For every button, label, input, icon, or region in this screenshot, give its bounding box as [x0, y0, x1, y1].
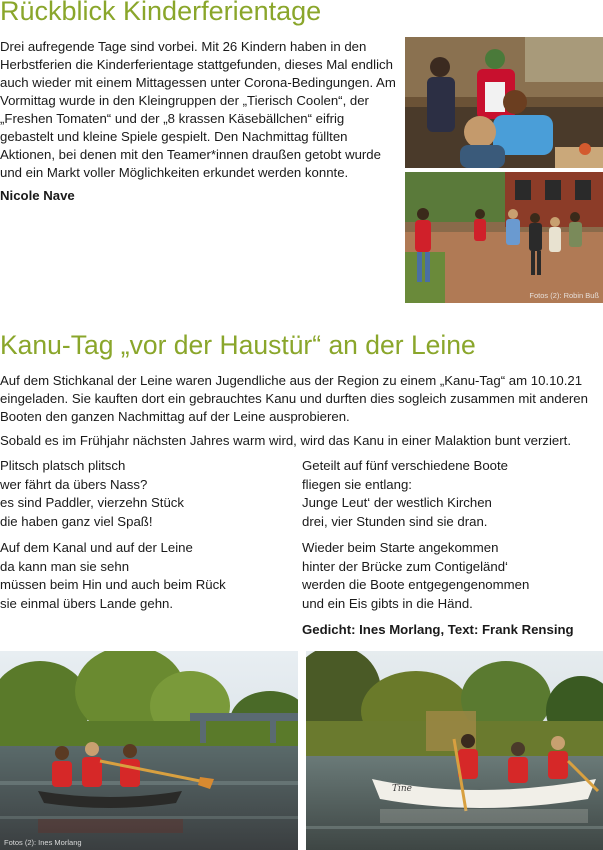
poem-line: müssen beim Hin und auch beim Rück [0, 577, 226, 592]
photo-canoe-red [0, 651, 298, 850]
kanu-paragraph-2: Sobald es im Frühjahr nächsten Jahres warm wird, wird das Kanu in einer Malaktion bunt verziert. [0, 433, 571, 448]
section-title-kinderferientage: Rückblick Kinderferientage [0, 0, 322, 26]
article-author: Nicole Nave [0, 188, 75, 203]
poem-line: Junge Leut‘ der westlich Kirchen [302, 495, 492, 510]
poem-stanza [0, 539, 290, 613]
poem-stanza [302, 539, 603, 613]
poem-stanza [0, 457, 290, 531]
article-kinderferientage [0, 38, 396, 205]
section-title-kanu-tag: Kanu-Tag „vor der Haustür“ an der Leine [0, 330, 476, 360]
poem-line: Wieder beim Starte angekommen [302, 540, 499, 555]
poem-line: Auf dem Kanal und auf der Leine [0, 540, 193, 555]
poem-line: drei, vier Stunden sind sie dran. [302, 513, 488, 529]
poem-line: da kann man sie sehn [0, 558, 130, 574]
photo-children-crafting [405, 37, 603, 168]
article-body: Drei aufregende Tage sind vorbei. Mit 26 Kindern haben in den Herbstferien die Kinderferientage stattgefunden, dieses Mal endlich auch wieder mit einem Mittagessen unter Corona-Bedingungen. Am Vormittag wurde in den Kleingruppen der „Tierisch Coolen“, der „Freshen Tomaten“ und der „8 krassen Käsebällchen“ eifrig gebastelt und kleine Spiele gespielt. Den Nachmittag füllten Aktionen, bei denen mit den Teamer*innen draußen getobt wurde und ein Markt voller Möglichkeiten erkundet werden konnte. [0, 39, 396, 180]
article-kanu-tag [0, 372, 603, 450]
canoe-name-text: Tine [392, 784, 413, 794]
poem-line: wer fährt da übers Nass? [0, 476, 148, 492]
poem-line: Geteilt auf fünf verschiedene Boote [302, 458, 509, 473]
kanu-paragraph-1: Auf dem Stichkanal der Leine waren Jugendliche aus der Region zu einem „Kanu-Tag“ am 10.10.21 eingeladen. Sie kauften dort ein gebrauchtes Kanu und durften dies sogleich zusammen mit anderen Booten den ganzen Nachmittag auf der Leine ausprobieren. [0, 373, 588, 424]
photo-children-outside [405, 172, 603, 303]
poem-line: sie einmal übers Lande gehn. [0, 595, 174, 611]
photo-canoe-white [306, 651, 603, 850]
photo-credit-section2: Fotos (2): Ines Morlang [4, 838, 82, 847]
poem-line: Plitsch platsch plitsch [0, 458, 126, 473]
poem-line: hinter der Brücke zum Contigeländ‘ [302, 558, 508, 574]
poem-line: fliegen sie entlang: [302, 476, 412, 492]
poem-column-left [0, 457, 290, 621]
poem-line: werden die Boote entgegengenommen [302, 577, 530, 592]
poem-credit: Gedicht: Ines Morlang, Text: Frank Rensing [302, 622, 574, 637]
poem-line: es sind Paddler, vierzehn Stück [0, 495, 184, 510]
photo-credit-section1: Fotos (2): Robin Buß [529, 291, 599, 300]
poem-line: die haben ganz viel Spaß! [0, 513, 153, 529]
poem-line: und ein Eis gibts in die Händ. [302, 595, 473, 611]
poem-stanza [302, 457, 603, 531]
poem-column-right [302, 457, 603, 640]
